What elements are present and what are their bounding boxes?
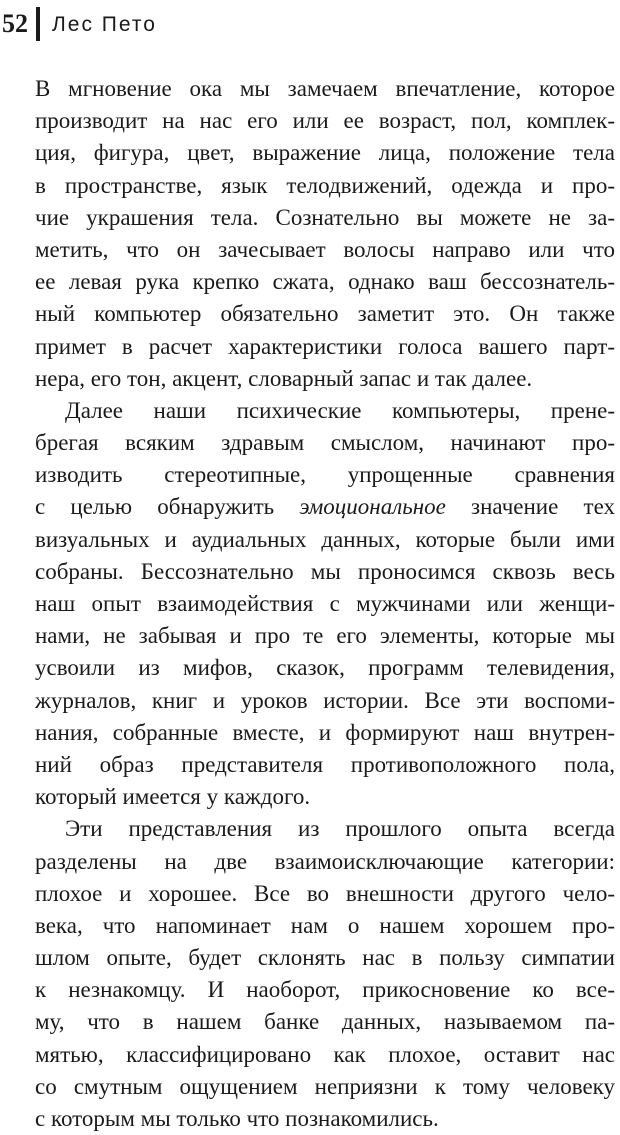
text-line: метить, что он зачесывает волосы направо или что xyxy=(35,236,615,262)
text-line: наш опыт взаимодействия с мужчинами или женщи- xyxy=(35,591,615,616)
text-line: брегая всяким здравым смыслом, начинают про- xyxy=(35,430,615,456)
text-line: нания, собранные вместе, и формируют наш внутрен- xyxy=(35,719,615,745)
paragraph-1 xyxy=(35,73,615,395)
text-line: визуальных и аудиальных данных, которые были ими xyxy=(35,526,615,552)
text-line-with-emphasis xyxy=(35,491,615,523)
text-line: ний образ представителя противоположного пола, xyxy=(35,751,615,777)
text-line: ный компьютер обязательно заметит это. Он также xyxy=(35,301,615,327)
text-line: изводить стереотипные, упрощенные сравнения xyxy=(35,462,615,488)
text-line: века, что напоминает нам о нашем хорошем про- xyxy=(35,912,615,938)
text-line: производит на нас его или ее возраст, пол, комплек- xyxy=(35,108,615,134)
text-line: усвоили из мифов, сказок, программ телевидения, xyxy=(35,655,615,681)
text-line: нера, его тон, акцент, словарный запас и так далее. xyxy=(35,365,533,391)
paragraph-3 xyxy=(35,813,615,1135)
text-line: плохое и хорошее. Все во внешности другого чело- xyxy=(35,880,615,906)
text-line: му, что в нашем банке данных, называемом па- xyxy=(35,1009,615,1035)
header-divider xyxy=(36,7,40,41)
text-line: ция, фигура, цвет, выражение лица, положение тела xyxy=(35,140,615,166)
page-header xyxy=(2,4,157,44)
text-line: шлом опыте, будет склонять нас в пользу симпатии xyxy=(35,945,615,971)
text-line: чие украшения тела. Сознательно вы можете не за- xyxy=(35,204,615,230)
text-line: со смутным ощущением неприязни к тому человеку xyxy=(35,1073,615,1099)
text-line: разделены на две взаимоисключающие категории: xyxy=(35,848,615,874)
paragraph-2 xyxy=(35,395,615,813)
text-line: мятью, классифицировано как плохое, оставит нас xyxy=(35,1041,615,1067)
text-line: собраны. Бессознательно мы проносимся сквозь весь xyxy=(35,558,615,584)
text-line: в пространстве, язык телодвижений, одежда и про- xyxy=(35,172,615,198)
text-line: Далее наши психические компьютеры, пренe- xyxy=(65,397,615,423)
text-line: ее левая рука крепко сжата, однако ваш бессознатель- xyxy=(35,269,615,295)
text-line: примет в расчет характеристики голоса вашего парт- xyxy=(35,333,615,359)
text-line: В мгновение ока мы замечаем впечатление, которое xyxy=(35,76,615,101)
text-segment: значение тех xyxy=(445,494,615,520)
text-line: к незнакомцу. И наоборот, прикосновение ко все- xyxy=(35,977,615,1003)
text-segment: с целью обнаружить xyxy=(35,494,300,520)
text-line: с которым мы только что познакомились. xyxy=(35,1106,439,1131)
emphasized-word: эмоциональное xyxy=(299,494,446,520)
page-number: 52 xyxy=(2,9,28,38)
text-line: Эти представления из прошлого опыта всегда xyxy=(65,816,615,842)
running-head: Лес Пето xyxy=(52,12,157,36)
text-line: журналов, книг и уроков истории. Все эти воспоми- xyxy=(35,687,615,713)
body-text xyxy=(35,73,615,1135)
text-line: который имеется у каждого. xyxy=(35,784,311,810)
text-line: нами, не забывая и про те его элементы, которые мы xyxy=(35,623,615,649)
